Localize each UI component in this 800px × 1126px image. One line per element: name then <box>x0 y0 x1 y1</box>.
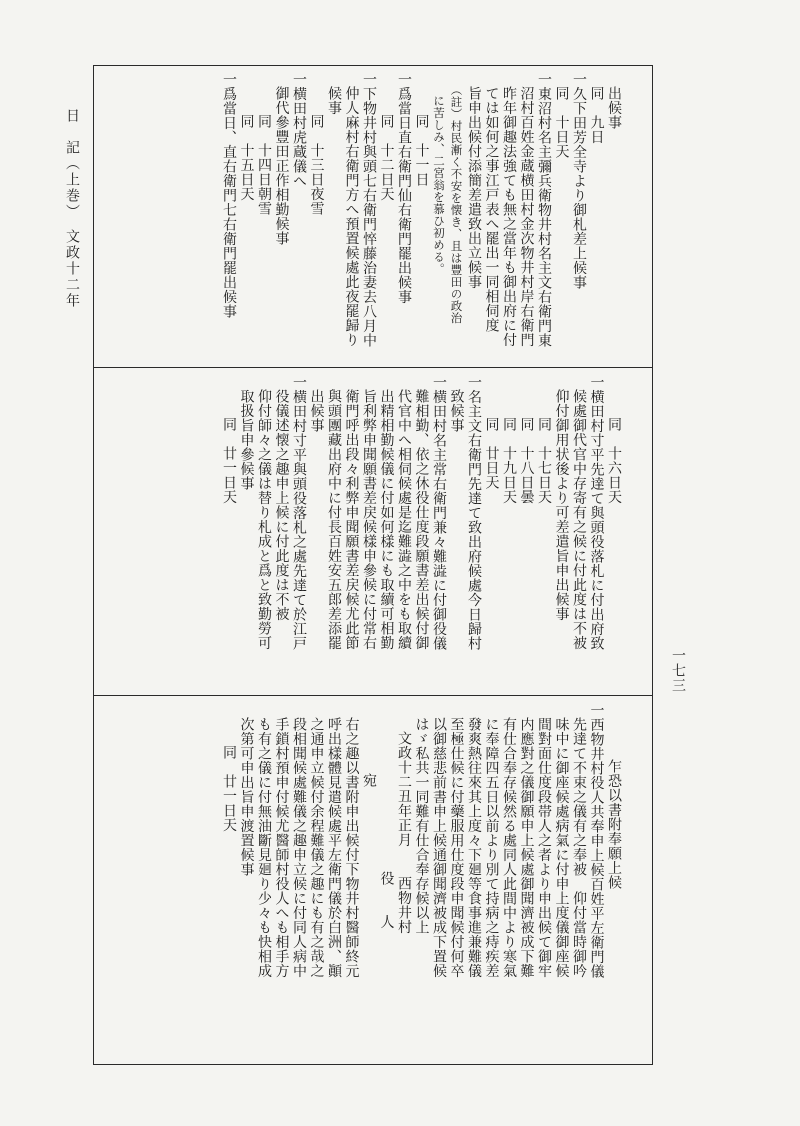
text-section-middle <box>102 375 622 687</box>
text-line: 同 十九日天 <box>501 417 517 504</box>
text-line: 手鎖村預申付候尤醫師村役人へも相手方 <box>273 717 290 978</box>
text-line: 致候事 <box>448 389 465 433</box>
text-line: 出候事 <box>308 389 325 433</box>
text-line: 之通申立候付余程難儀之趣にも有之哉之 <box>308 717 325 978</box>
text-line: 段相聞候處難儀之趣申立候に付同人病中 <box>291 717 307 978</box>
text-line: 以御慈悲前書申上候通御聞濟被成下置候 <box>431 717 447 978</box>
running-header: 日 記（上巻） 文政十二年 <box>64 108 80 309</box>
text-line: 内應對之儀御願申上候處御聞濟被成下難 <box>518 717 535 978</box>
text-line: 候事 <box>326 86 342 115</box>
text-line: 沼村百姓金蔵横田村金次物井村岸右衛門 <box>518 86 535 347</box>
text-line: 右之趣以書附申出候付下物井村醫師終元 <box>343 717 360 978</box>
section-divider-1 <box>93 367 653 368</box>
text-line: 仰付御用状後より可差遣旨申出候事 <box>553 389 570 621</box>
text-line: 同 十四日朝雪 <box>256 114 272 216</box>
text-line: 一爲當日直右衛門仙右衛門罷出候事 <box>396 72 412 304</box>
text-line: 一下物井村與頭七右衛門悴藤治妻去八月中 <box>361 72 377 348</box>
text-line: 同 十八日曇 <box>518 417 535 504</box>
text-line: 出候事 <box>606 86 622 130</box>
text-line: 同 十日天 <box>553 86 570 159</box>
text-line: 乍恐以書附奉願上候 <box>606 759 622 890</box>
text-line: 至極仕候に付藥服用仕度段申聞候付何卒 <box>448 717 465 978</box>
text-line: 出精相勤候儀に付如何樣にも取續可相勤 <box>378 389 395 650</box>
text-line: 同 十六日天 <box>606 417 622 504</box>
text-line: 文政十二丑年正月 西物井村 <box>396 731 412 934</box>
text-line: 一名主文右衛門先達て致出府候處今日歸村 <box>466 375 482 651</box>
text-line: 同 廿一日天 <box>221 745 237 832</box>
text-line: 一横田村寸平與頭役落札之處先達て於江戸 <box>291 375 307 651</box>
text-line: 同 廿一日天 <box>221 417 237 504</box>
text-line: に苦しみ、二宮翁を慕ひ初める。 <box>432 95 446 275</box>
text-line: に奉障四五日以前より別て持病之痔疾差 <box>483 717 500 978</box>
text-line: （註）村民漸く不安を懐き、且は豐田の政治 <box>449 83 464 324</box>
text-line: 間對面仕度段帯人之者より申出候て御牢 <box>536 717 552 978</box>
text-line: 同 十七日天 <box>536 417 552 504</box>
text-line: 與頭團藏出府中に付長百姓安五郎差添罷 <box>326 389 342 650</box>
text-line: 一西物井村役人共奉申上候百姓平左衛門儀 <box>588 703 605 979</box>
text-line: 一横田村名主常右衛門兼々難澁に付御役儀 <box>431 375 447 651</box>
text-line: 旨申出候付添簡差遣致出立候事 <box>466 86 482 289</box>
text-line: 同 九日 <box>588 86 605 144</box>
section-divider-2 <box>93 695 653 696</box>
text-line: 役 人 <box>378 871 395 929</box>
text-line: はゞ私共一同難有仕合奉存候以上 <box>413 717 430 935</box>
text-line: 一久下田芳全寺より御札差上候事 <box>571 72 587 290</box>
text-line: 呼出樣體見遣候處平左衛門儀於白洲、顚 <box>326 717 342 978</box>
text-line: 味中に御座候處病氣に付申上度儀御座候 <box>553 717 570 978</box>
text-line: 仲人麻村右衛門方へ預置候處此夜罷歸り <box>343 86 360 347</box>
text-line: 一横田村虎蔵儀へ <box>291 72 307 188</box>
text-line: 取扱旨申參候事 <box>238 389 255 491</box>
text-section-upper <box>102 72 622 360</box>
text-line: 代官中へ相伺候處是迄難澁之中をも取續 <box>396 389 412 650</box>
text-line: 一横田村寸平先達て與頭役落札に付出府致 <box>588 375 605 651</box>
text-section-lower <box>102 703 622 1055</box>
text-line: 一爲當日、直右衛門七右衛門罷出候事 <box>221 72 237 319</box>
text-line: も有之儀に付無油斷見廻り少々も快相成 <box>256 717 272 978</box>
text-line: 同 十五日天 <box>238 114 255 201</box>
text-line: 仰付師々之儀は替り札成と爲と致勤勞可 <box>256 389 272 650</box>
text-line: 一東沼村名主彌兵衛物井村名主文右衛門東 <box>536 72 552 348</box>
text-line: 難相勤、依之休役仕度段願書差出候付御 <box>413 389 430 650</box>
text-line: 同 十二日天 <box>378 114 395 201</box>
text-line: 衛門呼出段々利弊申聞願書差戻候尤此節 <box>343 389 360 650</box>
text-line: 先達て不束之儀有之奉被 仰付當時御吟 <box>571 717 587 978</box>
page-number: 一七三 <box>670 648 686 693</box>
text-line: 有仕合奉存候然る處同人此間中より寒氣 <box>501 717 517 978</box>
text-line: 役儀述懐之趣申上候に付此度は不被 <box>273 389 290 621</box>
text-line: ては如何之事江戸表へ罷出一同相伺度 <box>483 86 500 333</box>
text-line: 昨年御趣法強ても無之當年も御出府に付 <box>501 86 517 347</box>
text-line: 次第可申出旨申渡置候事 <box>238 717 255 877</box>
text-line: 旨利弊申聞願書差戻候樣申參候に付常右 <box>361 389 377 650</box>
text-line: 同 十一日 <box>413 114 430 187</box>
text-line: 發爽熱往來其上度々下廻等食事進兼難儀 <box>466 717 482 978</box>
text-line: 宛 <box>361 773 377 788</box>
text-line: 候處御代官中存寄有之候に付此度は不被 <box>571 389 587 650</box>
text-line: 同 廿日天 <box>483 417 500 490</box>
text-line: 同 十三日夜雪 <box>308 114 325 216</box>
text-line: 御代參豐田正作相勤候事 <box>273 86 290 246</box>
